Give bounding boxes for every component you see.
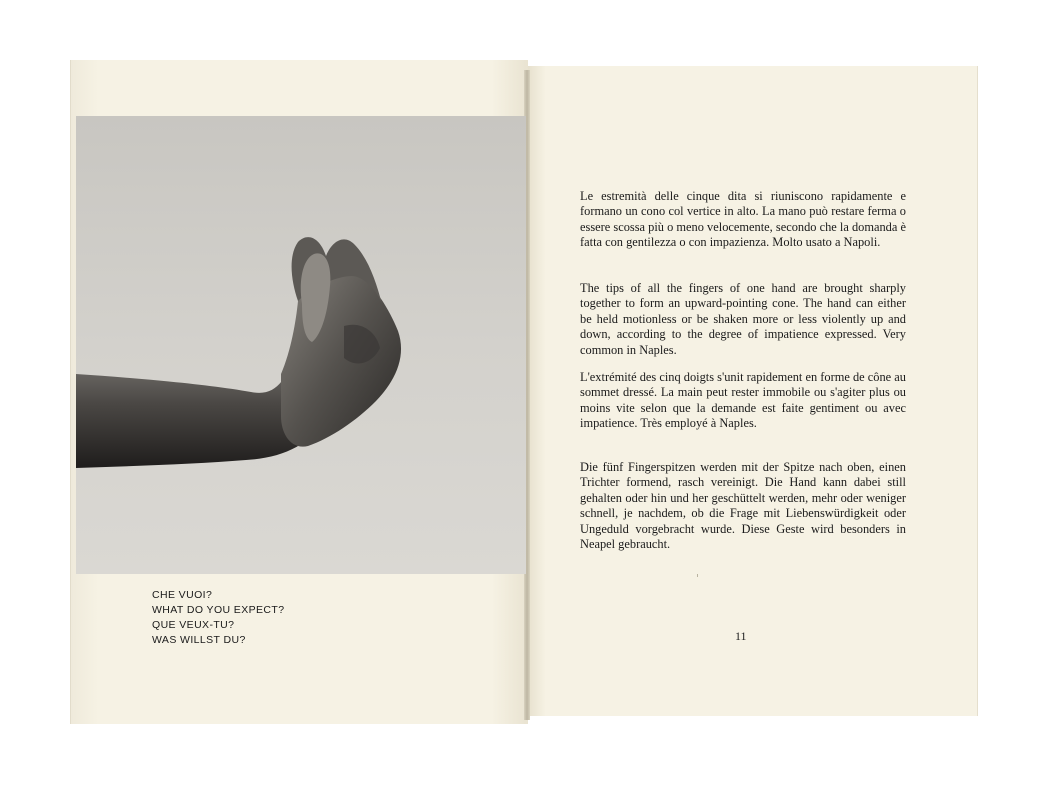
caption-english: WHAT DO YOU EXPECT?	[152, 604, 285, 616]
paragraph-german: Die fünf Fingerspitzen werden mit der Spitze nach oben, einen Trichter formend, rasch vereinigt. Die Hand kann dabei still gehalten oder hin und her geschüttelt werden, mehr oder weniger schnell, je nachdem, ob die Frage mit Liebenswürdigkeit oder Ungeduld vorgebracht wurde. Diese Geste wird besonders in Neapel gebraucht.	[580, 460, 906, 552]
hand-gesture-illustration	[76, 116, 526, 574]
caption-italian: CHE VUOI?	[152, 589, 213, 601]
gesture-caption	[152, 588, 284, 648]
caption-german: WAS WILLST DU?	[152, 634, 246, 646]
hand-gesture-photo	[76, 116, 526, 574]
page-number: 11	[735, 629, 747, 643]
paper-speck	[697, 574, 698, 577]
paragraph-italian: Le estremità delle cinque dita si riuniscono rapidamente e formano un cono col vertice in alto. La mano può restare ferma o essere scossa più o meno velocemente, secondo che la domanda è fatta con gentilezza o con impazienza. Molto usato a Napoli.	[580, 189, 906, 250]
caption-french: QUE VEUX-TU?	[152, 619, 235, 631]
paragraph-french: L'extrémité des cinq doigts s'unit rapidement en forme de cône au sommet dressé. La main peut rester immobile ou s'agiter plus ou moins vite selon que la demande est faite gentiment ou avec impatience. Très employé à Naples.	[580, 370, 906, 431]
paragraph-english: The tips of all the fingers of one hand are brought sharply together to form an upward-pointing cone. The hand can either be held motionless or be shaken more or less violently up and down, according to the degree of impatience expressed. Very common in Naples.	[580, 281, 906, 357]
